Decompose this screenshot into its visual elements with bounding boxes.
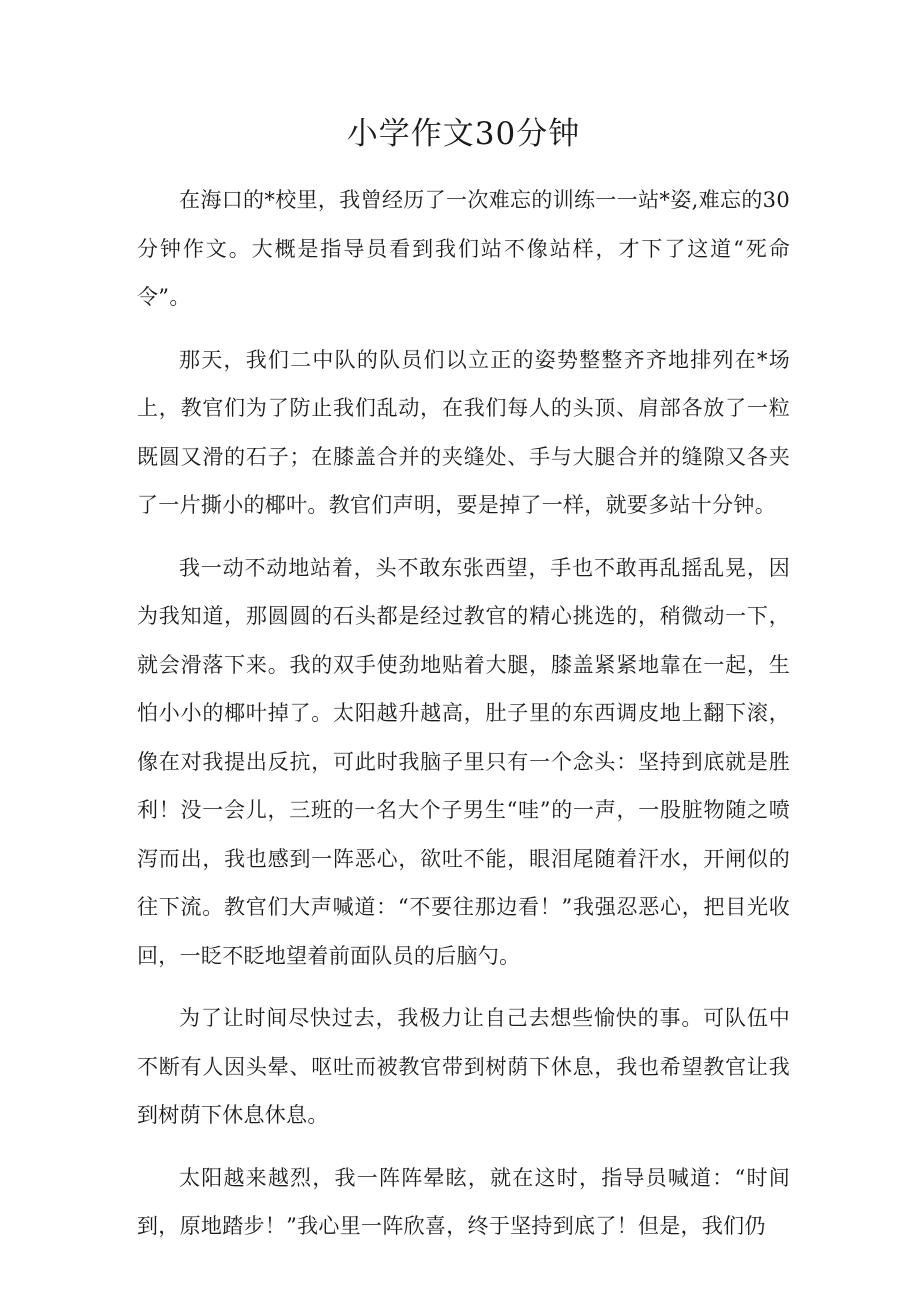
paragraph-5: 太阳越来越烈，我一阵阵晕眩，就在这时，指导员喊道：“时间到，原地踏步！”我心里一阵欣喜，终于坚持到底了！但是，我们仍: [137, 1165, 790, 1238]
paragraph-1: 在海口的*校里，我曾经历了一次难忘的训练一一站*姿,难忘的30分钟作文。大概是指导员看到我们站不像站样，才下了这道“死命令”。: [137, 188, 790, 309]
paragraph-3: 我一动不动地站着，头不敢东张西望，手也不敢再乱摇乱晃，因为我知道，那圆圆的石头都是经过教官的精心挑选的，稍微动一下，就会滑落下来。我的双手使劲地贴着大腿，膝盖紧紧地靠在一起，生怕小小的椰叶掉了。太阳越升越高，肚子里的东西调皮地上翻下滚，像在对我提出反抗，可此时我脑子里只有一个念头：坚持到底就是胜利！没一会儿，三班的一名大个子男生“哇”的一声，一股脏物随之喷泻而出，我也感到一阵恶心，欲吐不能，眼泪尾随着汗水，开闸似的往下流。教官们大声喊道：“不要往那边看！”我强忍恶心，把目光收回，一眨不眨地望着前面队员的后脑勺。: [137, 555, 790, 968]
paragraph-4: 为了让时间尽快过去，我极力让自己去想些愉快的事。可队伍中不断有人因头晕、呕吐而被教官带到树荫下休息，我也希望教官让我到树荫下休息休息。: [137, 1006, 790, 1127]
paragraph-2: 那天，我们二中队的队员们以立正的姿势整整齐齐地排列在*场上，教官们为了防止我们乱动，在我们每人的头顶、肩部各放了一粒既圆又滑的石子；在膝盖合并的夹缝处、手与大腿合并的缝隙又各夹了一片撕小的椰叶。教官们声明，要是掉了一样，就要多站十分钟。: [137, 347, 790, 517]
document-title: 小学作文30分钟: [346, 116, 581, 152]
